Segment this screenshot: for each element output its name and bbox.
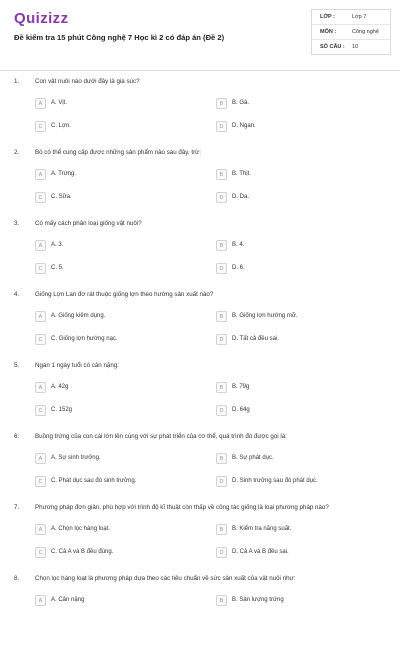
option-text: D. 64g — [232, 407, 250, 413]
answer-option[interactable] — [216, 121, 366, 133]
option-text: C. Lợn. — [51, 123, 71, 129]
question-list — [0, 78, 400, 646]
answer-option[interactable] — [216, 263, 366, 275]
meta-value: 10 — [352, 44, 359, 50]
meta-row-question-count — [312, 40, 390, 54]
option-text: D. Cả A và B đều sai. — [232, 549, 289, 555]
answer-option[interactable] — [216, 98, 366, 110]
answer-option[interactable] — [35, 192, 185, 204]
question-text: Chọn lọc hàng loạt là phương pháp dựa theo các tiêu chuẩn về sức sản xuất của vật nuôi như: — [35, 575, 296, 582]
option-text: C. Phát dục sau đó sinh trưởng. — [51, 478, 137, 484]
question-text: Con vật nuôi nào dưới đây là gia súc? — [35, 78, 140, 85]
option-text: A. Chọn lọc hàng loạt. — [51, 526, 111, 532]
option-letter-box: A — [35, 382, 46, 393]
answer-option[interactable] — [216, 240, 366, 252]
option-letter-box: A — [35, 524, 46, 535]
option-letter-box: A — [35, 98, 46, 109]
question-item — [0, 575, 400, 646]
answer-option[interactable] — [35, 311, 185, 323]
question-item — [0, 78, 400, 149]
option-letter-box: D — [216, 263, 227, 274]
question-item — [0, 433, 400, 504]
option-text: B. Sản lượng trứng — [232, 597, 284, 603]
answer-option[interactable] — [35, 121, 185, 133]
question-text: Phương pháp đơn giản, phù hợp với trình độ kĩ thuật còn thấp về công tác giống là loại phương pháp nào? — [35, 504, 329, 511]
option-letter-box: B — [216, 453, 227, 464]
option-letter-box: A — [35, 595, 46, 606]
option-text: A. Cân nặng — [51, 597, 85, 603]
option-letter-box: C — [35, 263, 46, 274]
answer-option[interactable] — [35, 595, 185, 607]
option-letter-box: B — [216, 311, 227, 322]
option-letter-box: D — [216, 334, 227, 345]
option-letter-box: D — [216, 192, 227, 203]
answer-option[interactable] — [216, 453, 366, 465]
option-text: D. Sinh trưởng sau đó phát dục. — [232, 478, 318, 484]
answer-option[interactable] — [35, 476, 185, 488]
option-text: A. 42g — [51, 384, 69, 390]
answer-option[interactable] — [216, 595, 366, 607]
question-item — [0, 504, 400, 575]
answer-option[interactable] — [35, 169, 185, 181]
option-text: C. Giống lợn hướng nạc. — [51, 336, 118, 342]
answer-option[interactable] — [35, 547, 185, 559]
question-text: Buồng trứng của con cái lớn lên cùng với sự phát triển của cơ thể, quá trình đó được gọi là: — [35, 433, 287, 440]
option-letter-box: C — [35, 192, 46, 203]
option-letter-box: A — [35, 311, 46, 322]
option-text: B. Kiểm tra năng suất. — [232, 526, 292, 532]
option-text: D. Da. — [232, 194, 250, 200]
option-letter-box: C — [35, 121, 46, 132]
option-text: B. Gà. — [232, 100, 250, 106]
question-item — [0, 362, 400, 433]
question-number: 5. — [14, 362, 20, 369]
option-letter-box: C — [35, 547, 46, 558]
option-letter-box: A — [35, 169, 46, 180]
question-number: 3. — [14, 220, 20, 227]
option-letter-box: A — [35, 453, 46, 464]
question-number: 4. — [14, 291, 20, 298]
option-text: A. Giống kiêm dụng. — [51, 313, 106, 319]
option-letter-box: A — [35, 240, 46, 251]
option-letter-box: B — [216, 98, 227, 109]
option-text: D. Ngan. — [232, 123, 256, 129]
option-letter-box: D — [216, 405, 227, 416]
meta-key: SỐ CÂU : — [320, 44, 345, 50]
question-text: Bò có thể cung cấp được những sản phẩm nào sau đây, trừ: — [35, 149, 201, 156]
answer-option[interactable] — [216, 192, 366, 204]
option-letter-box: B — [216, 169, 227, 180]
option-letter-box: B — [216, 240, 227, 251]
question-number: 8. — [14, 575, 20, 582]
answer-option[interactable] — [35, 98, 185, 110]
answer-option[interactable] — [216, 382, 366, 394]
option-text: D. 6. — [232, 265, 245, 271]
meta-value: Công nghệ — [352, 29, 379, 35]
answer-option[interactable] — [216, 524, 366, 536]
question-text: Ngan 1 ngày tuổi có cân nặng: — [35, 362, 119, 369]
option-letter-box: D — [216, 121, 227, 132]
option-text: A. Vịt. — [51, 100, 68, 106]
answer-option[interactable] — [35, 382, 185, 394]
question-text: Có mấy cách phân loại giống vật nuôi? — [35, 220, 142, 227]
option-text: C. 5. — [51, 265, 64, 271]
answer-option[interactable] — [216, 405, 366, 417]
option-letter-box: B — [216, 524, 227, 535]
question-number: 7. — [14, 504, 20, 511]
answer-option[interactable] — [216, 169, 366, 181]
option-text: A. 3. — [51, 242, 64, 248]
answer-option[interactable] — [216, 334, 366, 346]
quiz-title: Đề kiểm tra 15 phút Công nghệ 7 Học kì 2 có đáp án (Đề 2) — [14, 33, 225, 42]
meta-row-class — [312, 10, 390, 25]
answer-option[interactable] — [216, 311, 366, 323]
option-text: D. Tất cả đều sai. — [232, 336, 279, 342]
answer-option[interactable] — [216, 547, 366, 559]
meta-row-subject — [312, 25, 390, 40]
option-text: B. 79g — [232, 384, 250, 390]
answer-option[interactable] — [35, 334, 185, 346]
option-text: B. 4. — [232, 242, 245, 248]
option-letter-box: D — [216, 547, 227, 558]
option-text: A. Sự sinh trưởng. — [51, 455, 101, 461]
question-text: Giống Lợn Lan đơ rát thuộc giống lợn theo hướng sản xuất nào? — [35, 291, 214, 298]
option-text: B. Thịt. — [232, 171, 251, 177]
option-text: C. 152g — [51, 407, 73, 413]
question-number: 2. — [14, 149, 20, 156]
meta-value: Lớp 7 — [352, 14, 367, 20]
answer-option[interactable] — [35, 405, 185, 417]
quiz-header — [0, 0, 400, 71]
option-letter-box: B — [216, 595, 227, 606]
question-item — [0, 220, 400, 291]
option-letter-box: C — [35, 405, 46, 416]
answer-option[interactable] — [35, 263, 185, 275]
option-text: B. Sự phát dục. — [232, 455, 274, 461]
option-letter-box: B — [216, 382, 227, 393]
option-text: C. Sữa. — [51, 194, 72, 200]
answer-option[interactable] — [35, 524, 185, 536]
quizizz-logo: Quizizz — [14, 10, 69, 27]
answer-option[interactable] — [35, 240, 185, 252]
question-number: 1. — [14, 78, 20, 85]
answer-option[interactable] — [216, 476, 366, 488]
option-letter-box: C — [35, 334, 46, 345]
answer-option[interactable] — [35, 453, 185, 465]
option-text: C. Cả A và B đều đúng. — [51, 549, 114, 555]
question-item — [0, 291, 400, 362]
quiz-meta-table — [311, 9, 391, 55]
meta-key: LỚP : — [320, 14, 335, 20]
option-letter-box: C — [35, 476, 46, 487]
question-item — [0, 149, 400, 220]
option-text: B. Giống lợn hướng mỡ. — [232, 313, 298, 319]
meta-key: MÔN : — [320, 29, 337, 35]
question-number: 6. — [14, 433, 20, 440]
option-text: A. Trứng. — [51, 171, 77, 177]
option-letter-box: D — [216, 476, 227, 487]
